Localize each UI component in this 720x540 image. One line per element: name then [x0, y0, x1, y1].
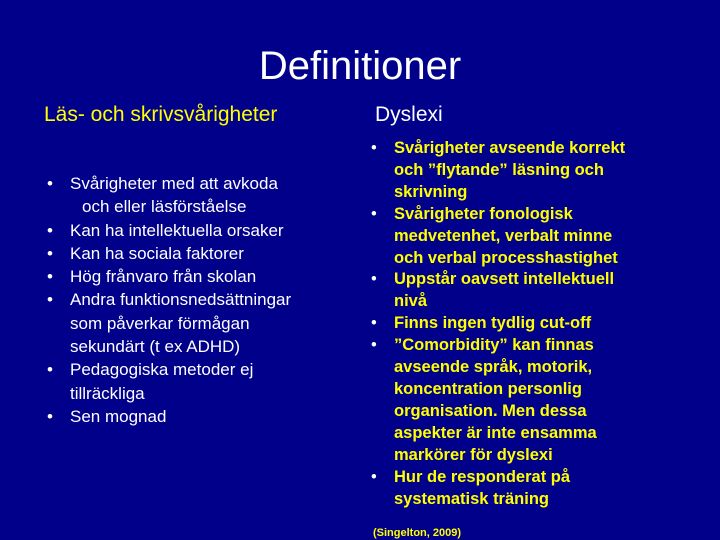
list-item-line: skrivning [394, 182, 468, 201]
list-item-line: koncentration personlig [394, 379, 582, 398]
right-list-item [368, 313, 698, 335]
list-item-line: och ”flytande” läsning och [394, 160, 604, 179]
list-item-line: Svårigheter avseende korrekt [394, 139, 626, 157]
list-item-line: Kan ha intellektuella orsaker [70, 220, 284, 240]
bullet-icon: • [47, 290, 53, 310]
right-bullet-list [368, 138, 698, 510]
list-item-line: nivå [394, 292, 428, 311]
list-item-line: organisation. Men dessa [394, 401, 587, 420]
list-item-line: tillräckliga [70, 383, 145, 403]
left-list-item [44, 265, 344, 288]
list-item-line: Svårigheter fonologisk [394, 204, 573, 223]
list-item-line: Uppstår oavsett intellektuell [394, 270, 615, 289]
left-list-item-continuation [44, 195, 344, 218]
list-item-line: Kan ha sociala faktorer [70, 243, 244, 263]
bullet-icon: • [47, 267, 53, 287]
list-item-line: Finns ingen tydlig cut-off [394, 314, 592, 333]
bullet-icon: • [371, 204, 377, 223]
citation: (Singelton, 2009) [373, 527, 462, 539]
bullet-icon: • [371, 139, 377, 157]
bullet-icon: • [47, 243, 53, 263]
right-list-item [368, 269, 698, 313]
bullet-icon: • [371, 467, 377, 486]
bullet-icon: • [47, 174, 53, 193]
list-item-line: Pedagogiska metoder ej [70, 360, 254, 380]
list-item-line: ”Comorbidity” kan finnas [394, 336, 594, 355]
bullet-icon: • [47, 220, 53, 240]
bullet-icon: • [371, 314, 377, 333]
bullet-icon: • [371, 336, 377, 355]
left-column-heading: Läs- och skrivsvårigheter [44, 103, 278, 126]
list-item-line: markörer för dyslexi [394, 445, 553, 464]
slide-title: Definitioner [258, 44, 462, 88]
list-item-line: och eller läsförståelse [82, 197, 247, 217]
list-item-line: som påverkar förmågan [70, 313, 250, 333]
right-list-item [368, 138, 698, 204]
right-column-heading: Dyslexi [375, 103, 443, 126]
left-list-item [44, 405, 344, 428]
list-item-line: sekundärt (t ex ADHD) [70, 337, 241, 357]
left-bullet-list [44, 172, 344, 428]
right-list-item [368, 467, 698, 511]
list-item-line: Svårigheter med att avkoda [70, 174, 278, 193]
list-item-line: Hur de responderat på [394, 467, 571, 486]
list-item-line: Hög frånvaro från skolan [70, 267, 257, 287]
left-list-item [44, 288, 344, 358]
list-item-line: systematisk träning [394, 489, 549, 508]
right-list-item [368, 335, 698, 466]
list-item-line: och verbal processhastighet [394, 248, 618, 267]
left-list-item [44, 172, 344, 195]
left-list-item [44, 219, 344, 242]
list-item-line: Andra funktionsnedsättningar [70, 290, 292, 310]
list-item-line: medvetenhet, verbalt minne [394, 226, 613, 245]
list-item-line: Sen mognad [70, 406, 167, 426]
bullet-icon: • [47, 406, 53, 426]
list-item-line: avseende språk, motorik, [394, 358, 593, 377]
right-list-item [368, 204, 698, 270]
left-list-item [44, 242, 344, 265]
left-list-item [44, 358, 344, 405]
list-item-line: aspekter är inte ensamma [394, 423, 597, 442]
bullet-icon: • [371, 270, 377, 289]
bullet-icon: • [47, 360, 53, 380]
